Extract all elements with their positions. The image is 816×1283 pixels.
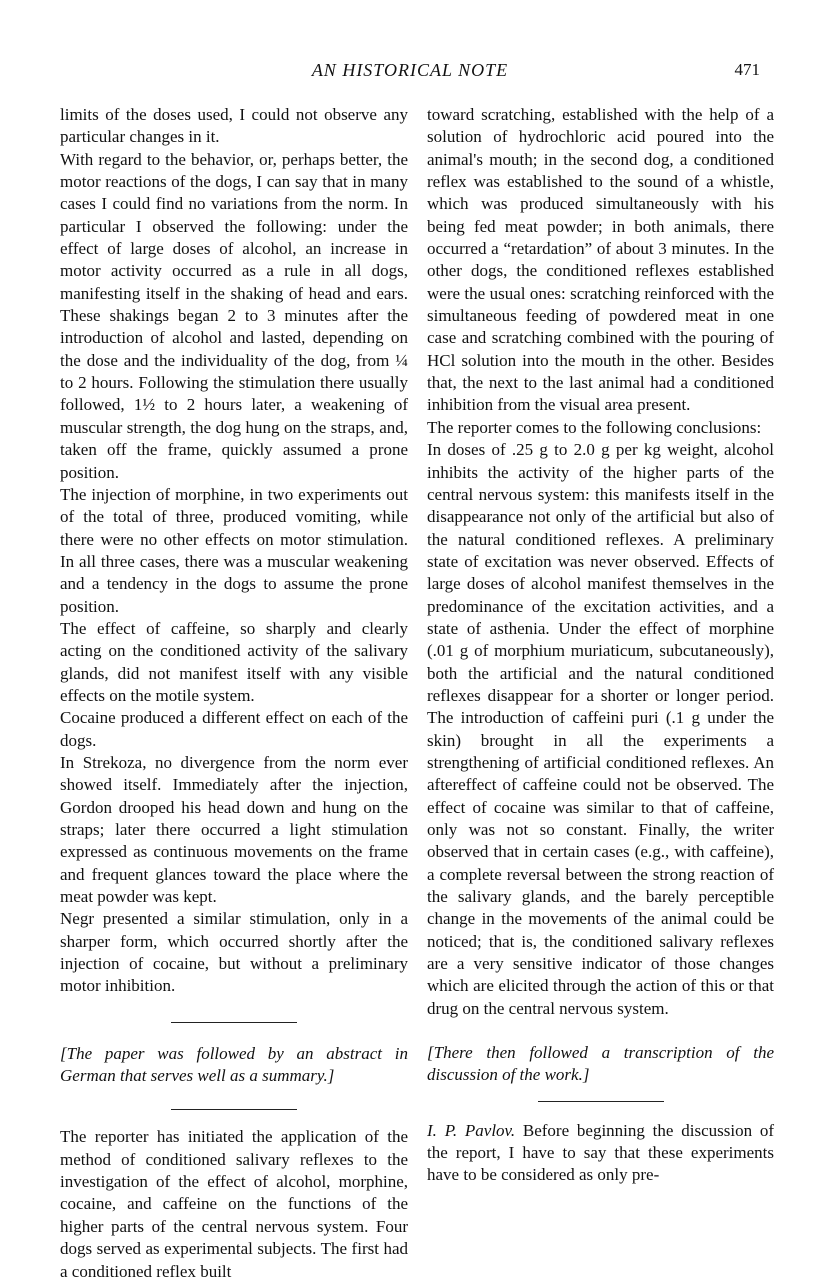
editorial-note: [There then followed a transcription of the discussion of the work.] [427,1043,774,1085]
section-divider [171,1022,297,1023]
section-divider [171,1109,297,1110]
left-column [60,104,408,1283]
paragraph: In Strekoza, no divergence from the norm ever showed itself. Immediately after the injection, Gordon drooped his head down and hung on the straps; later there occurred a light stimulation expressed as continuous movements on the frame and frequent glances toward the place where the meat powder was kept. [60,752,408,907]
paragraph: With regard to the behavior, or, perhaps better, the motor reactions of the dogs, I can say that in many cases I could find no variations from the norm. In particular I observed the following: under the effect of large doses of alcohol, an increase in motor activity occurred as a rule in all dogs, manifesting itself in the shaking of head and ears. These shakings began 2 to 3 minutes after the introduction of alcohol and lasted, depending on the dose and the individuality of the dog, from ¼ to 2 hours. Following the stimulation there usually followed, 1½ to 2 hours later, a weakening of muscular strength, the dog hung on the straps, and, taken off the frame, quickly assumed a prone position. [60,149,408,482]
right-column [427,104,774,1187]
editorial-note: [The paper was followed by an abstract in German that serves well as a summary.] [60,1043,408,1086]
running-title: AN HISTORICAL NOTE [311,60,509,80]
paragraph: The injection of morphine, in two experiments out of the total of three, produced vomiting, while there were no other effects on motor stimulation. In all three cases, there was a muscular weakening and a tendency in the dogs to assume the prone position. [60,484,408,616]
section-divider [538,1101,664,1102]
discussion-text: Before beginning the discussion of the report, I have to say that these experiments have to be considered as only pre- [427,1120,775,1185]
paragraph: toward scratching, established with the help of a solution of hydrochloric acid poured into the animal's mouth; in the second dog, a conditioned reflex was established to the sound of a whistle, which was produced simultaneously with his being fed meat powder; in both animals, there occurred a “retardation” of about 3 minutes. In the other dogs, the conditioned reflexes established were the usual ones: scratching reinforced with the simultaneous feeding of powdered meat in one case and scratching combined with the pouring of HCl solution into the mouth in the other. Besides that, the next to the last animal had a conditioned inhibition from the visual area present. [427,105,774,415]
speaker-name: I. P. Pavlov. [427,1120,516,1140]
paragraph: limits of the doses used, I could not observe any particular changes in it. [60,105,408,147]
discussion-paragraph [427,1120,774,1187]
paragraph: The effect of caffeine, so sharply and clearly acting on the conditioned activity of the salivary glands, did not manifest itself with any visible effects on the motile system. [60,618,408,705]
paragraph: Negr presented a similar stimulation, only in a sharper form, which occurred shortly after the injection of cocaine, but without a preliminary motor inhibition. [60,909,408,996]
page-header [60,60,760,84]
paragraph: Cocaine produced a different effect on each of the dogs. [60,708,408,750]
paragraph: The reporter has initiated the application of the method of conditioned salivary reflexes to the investigation of the effect of alcohol, morphine, cocaine, and caffeine on the functions of the higher parts of the central nervous system. Four dogs served as experimental subjects. The first had a conditioned reflex built [60,1127,408,1281]
paragraph: In doses of .25 g to 2.0 g per kg weight, alcohol inhibits the activity of the higher parts of the central nervous system: this manifests itself in the disappearance not only of the artificial but also of the natural conditioned reflexes. A preliminary state of excitation was never observed. Effects of large doses of alcohol manifest themselves in the predominance of the excitation activities, and a state of asthenia. Under the effect of morphine (.01 g of morphium muriaticum, subcutaneously), both the artificial and the natural conditioned reflexes disappear for a shorter or longer period. The introduction of caffeini puri (.1 g under the skin) brought in all the experiments a strengthening of artificial conditioned reflexes. An aftereffect of caffeine could not be observed. The effect of cocaine was similar to that of caffeine, only was not so constant. Finally, the writer observed that in certain cases (e.g., with caffeine), a complete reversal between the strong reaction of the salivary glands, and the barely perceptible change in the movements of the animal could be noticed; that is, the conditioned salivary reflexes are a very sensitive indicator of those changes which are elicited through the action of this or that drug on the central nervous system. [427,440,774,1018]
paragraph: The reporter comes to the following conclusions: [427,417,762,437]
page-number: 471 [734,60,760,79]
